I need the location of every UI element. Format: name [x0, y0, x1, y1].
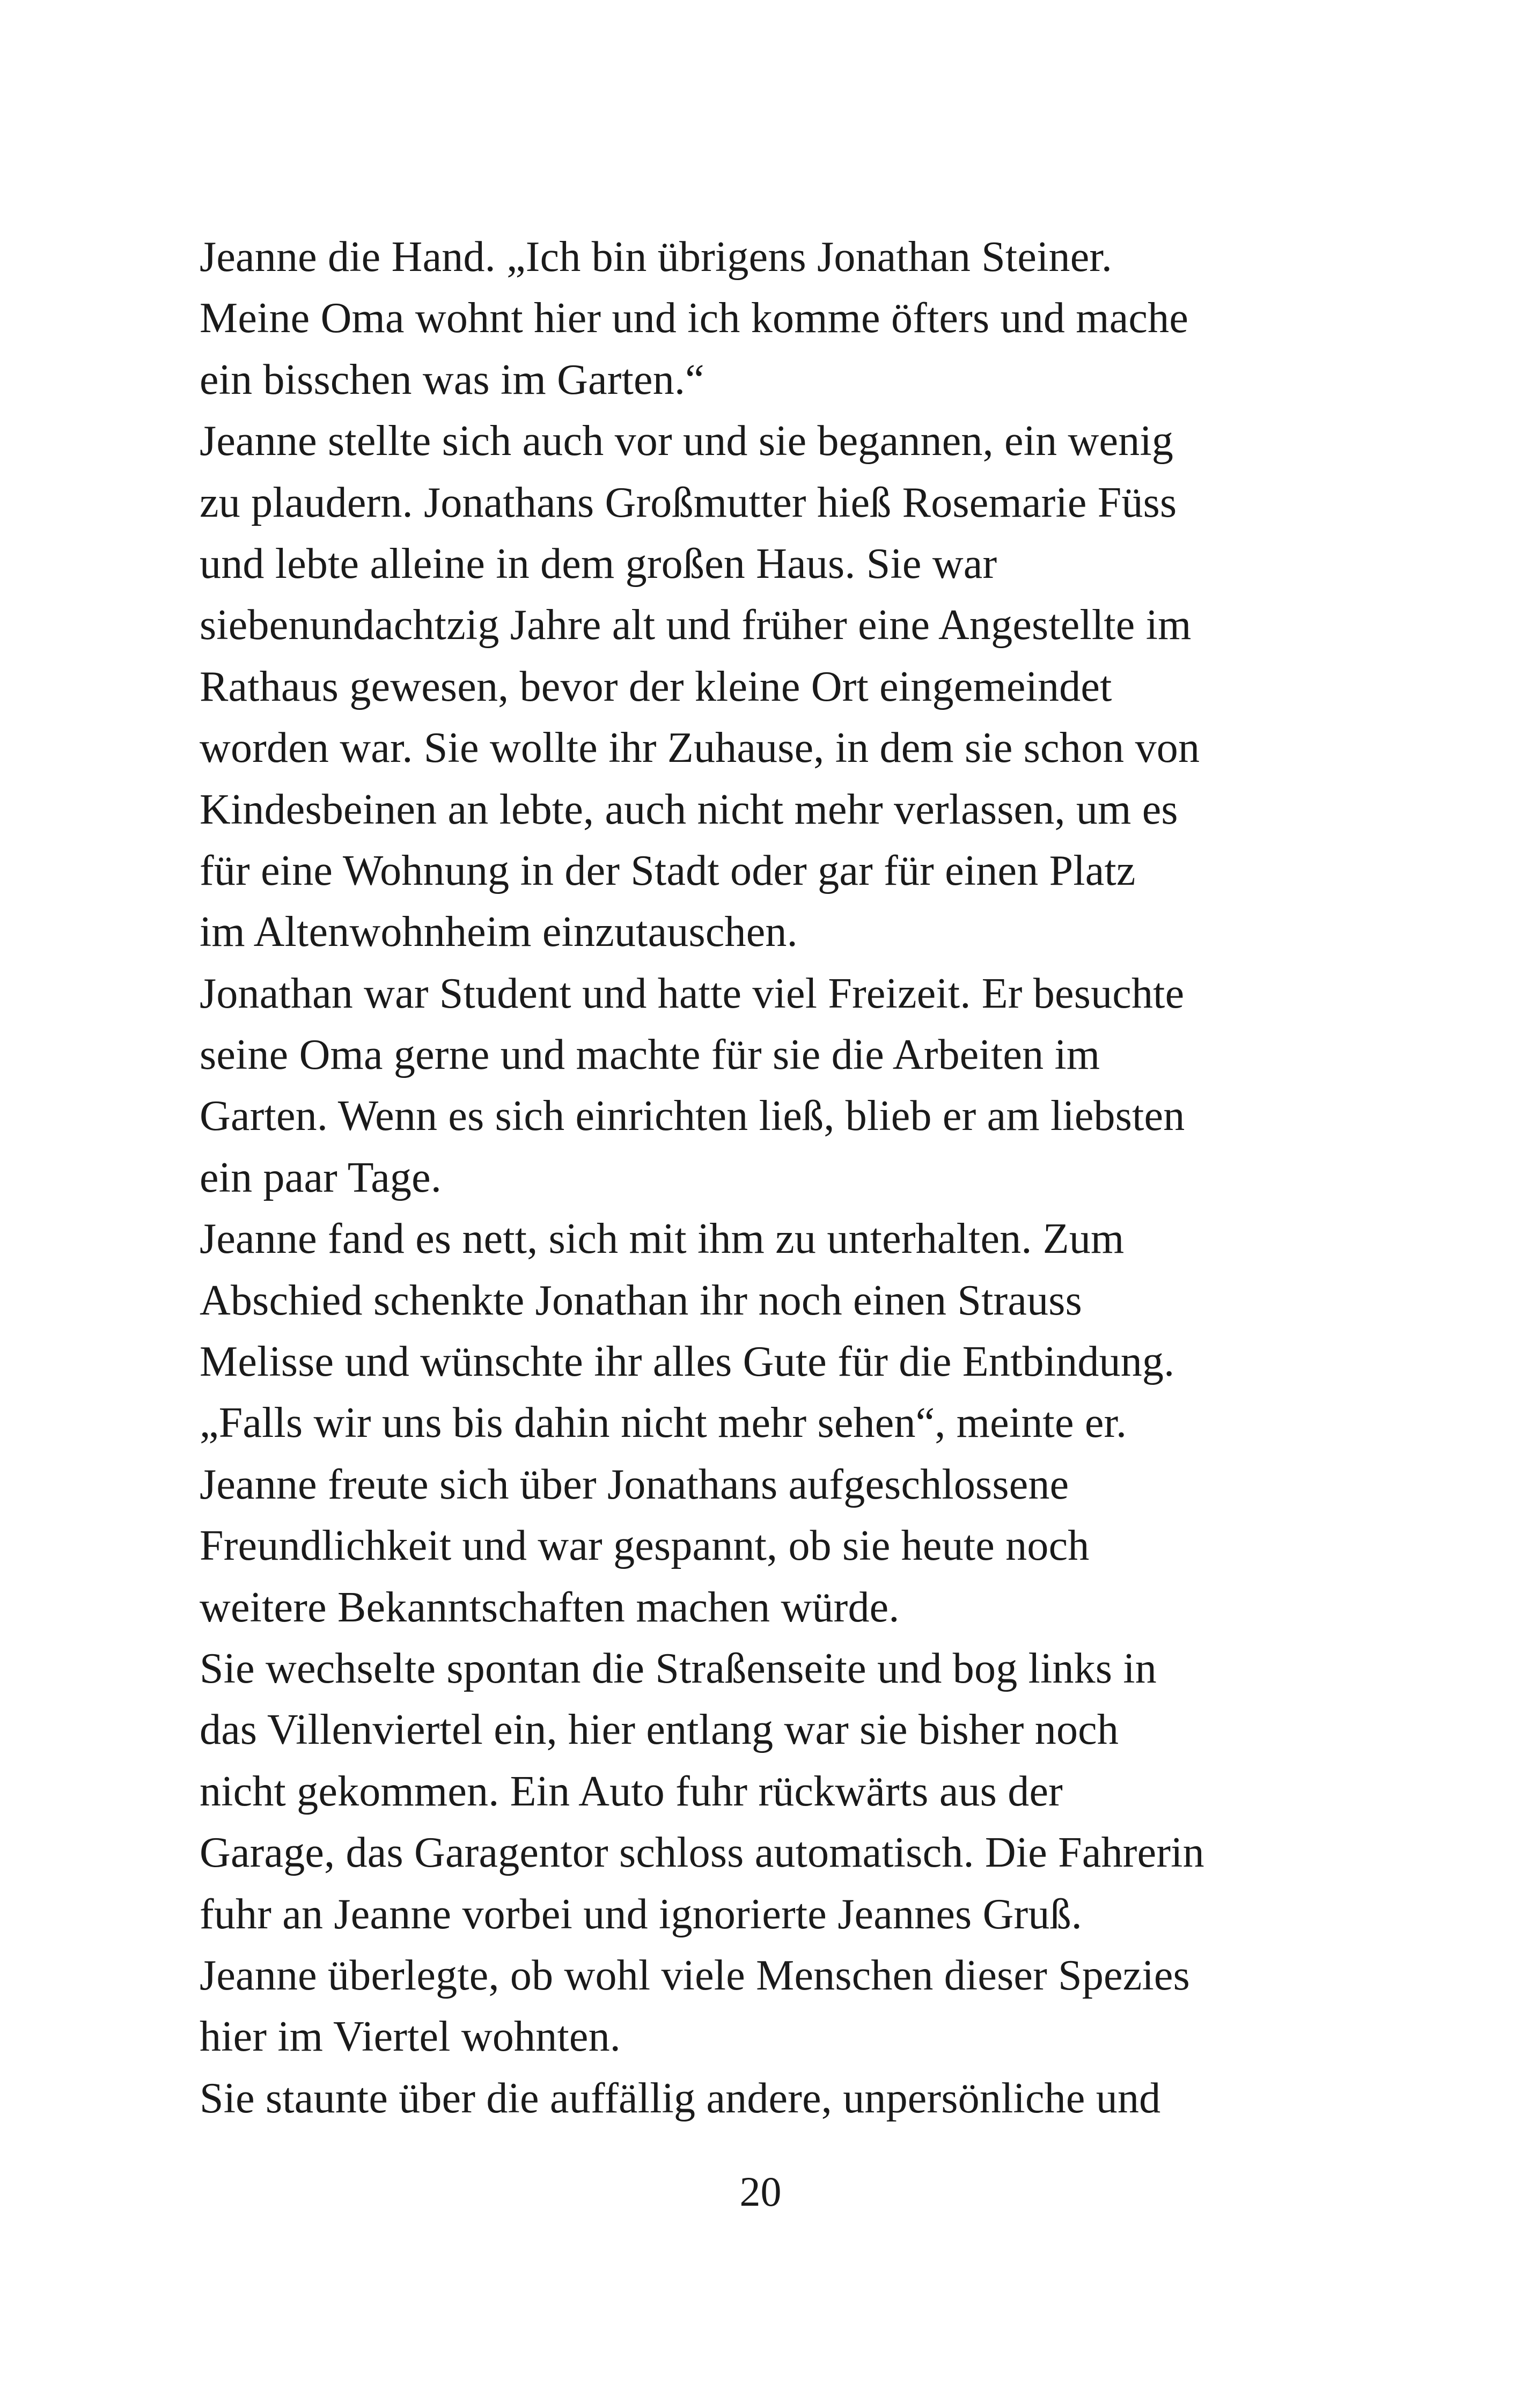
page-number: 20	[739, 2168, 782, 2215]
text-line: seine Oma gerne und machte für sie die Arbeiten im	[200, 1031, 1100, 1079]
text-line: Sie wechselte spontan die Straßenseite und bog links in	[200, 1645, 1157, 1692]
text-line: im Altenwohnheim einzutauschen.	[200, 908, 798, 956]
text-line: Melisse und wünschte ihr alles Gute für die Entbindung.	[200, 1338, 1175, 1386]
text-line: nicht gekommen. Ein Auto fuhr rückwärts aus der	[200, 1767, 1063, 1815]
text-line: Rathaus gewesen, bevor der kleine Ort eingemeindet	[200, 663, 1112, 710]
text-line: ein paar Tage.	[200, 1154, 442, 1201]
text-line: siebenundachtzig Jahre alt und früher eine Angestellte im	[200, 601, 1192, 649]
text-line: „Falls wir uns bis dahin nicht mehr sehen“, meinte er.	[200, 1399, 1127, 1447]
text-line: zu plaudern. Jonathans Großmutter hieß Rosemarie Füss	[200, 479, 1177, 526]
text-line: Jeanne freute sich über Jonathans aufgeschlossene	[200, 1460, 1069, 1508]
text-line: das Villenviertel ein, hier entlang war sie bisher noch	[200, 1706, 1119, 1754]
text-line: Freundlichkeit und war gespannt, ob sie heute noch	[200, 1522, 1090, 1570]
text-line: Garten. Wenn es sich einrichten ließ, blieb er am liebsten	[200, 1092, 1185, 1140]
text-line: weitere Bekanntschaften machen würde.	[200, 1583, 900, 1631]
text-line: Jeanne fand es nett, sich mit ihm zu unterhalten. Zum	[200, 1215, 1125, 1263]
text-line: Jeanne überlegte, ob wohl viele Menschen dieser Spezies	[200, 1951, 1190, 1999]
text-line: Sie staunte über die auffällig andere, unpersönliche und	[200, 2074, 1161, 2122]
text-line: hier im Viertel wohnten.	[200, 2013, 621, 2061]
text-line: Jonathan war Student und hatte viel Freizeit. Er besuchte	[200, 970, 1185, 1017]
text-line: und lebte alleine in dem großen Haus. Sie war	[200, 540, 997, 588]
text-line: für eine Wohnung in der Stadt oder gar für einen Platz	[200, 847, 1136, 894]
text-line: worden war. Sie wollte ihr Zuhause, in dem sie schon von	[200, 724, 1200, 772]
text-line: Meine Oma wohnt hier und ich komme öfters und mache	[200, 295, 1189, 342]
text-line: Garage, das Garagentor schloss automatisch. Die Fahrerin	[200, 1829, 1204, 1877]
text-line: Jeanne stellte sich auch vor und sie begannen, ein wenig	[200, 417, 1174, 465]
text-line: Jeanne die Hand. „Ich bin übrigens Jonathan Steiner.	[200, 233, 1113, 281]
text-line: Kindesbeinen an lebte, auch nicht mehr verlassen, um es	[200, 785, 1178, 833]
text-line: Abschied schenkte Jonathan ihr noch einen Strauss	[200, 1276, 1082, 1324]
text-line: ein bisschen was im Garten.“	[200, 356, 704, 403]
body-text	[200, 226, 1337, 2129]
text-line: fuhr an Jeanne vorbei und ignorierte Jeannes Gruß.	[200, 1890, 1082, 1938]
